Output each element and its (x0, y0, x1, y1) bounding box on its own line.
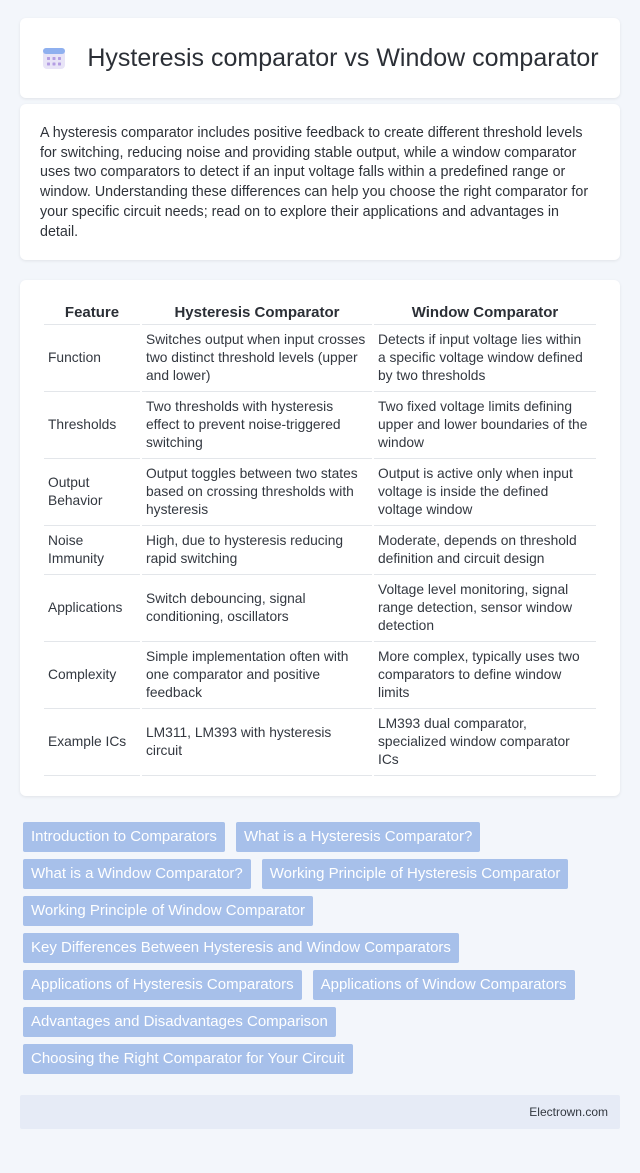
window-cell: LM393 dual comparator, specialized window comparator ICs (374, 709, 596, 776)
nav-link-what-is-hysteresis[interactable]: What is a Hysteresis Comparator? (236, 822, 480, 852)
nav-link-principle-window[interactable]: Working Principle of Window Comparator (23, 896, 313, 926)
table-row (44, 709, 596, 776)
calendar-grid-icon (41, 45, 67, 71)
nav-link-key-differences[interactable]: Key Differences Between Hysteresis and Window Comparators (23, 933, 459, 963)
column-header-hysteresis: Hysteresis Comparator (142, 300, 372, 325)
nav-link-applications-window[interactable]: Applications of Window Comparators (313, 970, 575, 1000)
related-topics-nav (20, 822, 620, 1081)
comparison-table-card (20, 280, 620, 796)
column-header-feature: Feature (44, 300, 140, 325)
window-cell: Two fixed voltage limits defining upper and lower boundaries of the window (374, 392, 596, 459)
page-title: Hysteresis comparator vs Window comparator (87, 43, 599, 72)
page-footer (20, 1095, 620, 1129)
hysteresis-cell: Output toggles between two states based on crossing thresholds with hysteresis (142, 459, 372, 526)
table-row (44, 392, 596, 459)
nav-link-introduction[interactable]: Introduction to Comparators (23, 822, 225, 852)
hysteresis-cell: Simple implementation often with one comparator and positive feedback (142, 642, 372, 709)
hysteresis-cell: High, due to hysteresis reducing rapid switching (142, 526, 372, 575)
window-cell: Output is active only when input voltage is inside the defined voltage window (374, 459, 596, 526)
feature-cell: Example ICs (44, 709, 140, 776)
table-row (44, 575, 596, 642)
page-header (20, 18, 620, 98)
hysteresis-cell: Two thresholds with hysteresis effect to prevent noise-triggered switching (142, 392, 372, 459)
table-row (44, 325, 596, 392)
nav-link-applications-hysteresis[interactable]: Applications of Hysteresis Comparators (23, 970, 302, 1000)
feature-cell: Output Behavior (44, 459, 140, 526)
nav-link-choosing[interactable]: Choosing the Right Comparator for Your Circuit (23, 1044, 353, 1074)
window-cell: Voltage level monitoring, signal range detection, sensor window detection (374, 575, 596, 642)
feature-cell: Applications (44, 575, 140, 642)
window-cell: Detects if input voltage lies within a specific voltage window defined by two thresholds (374, 325, 596, 392)
column-header-window: Window Comparator (374, 300, 596, 325)
feature-cell: Noise Immunity (44, 526, 140, 575)
hysteresis-cell: Switches output when input crosses two distinct threshold levels (upper and lower) (142, 325, 372, 392)
feature-cell: Complexity (44, 642, 140, 709)
nav-link-what-is-window[interactable]: What is a Window Comparator? (23, 859, 251, 889)
hysteresis-cell: Switch debouncing, signal conditioning, oscillators (142, 575, 372, 642)
footer-site-name: Electrown.com (529, 1105, 608, 1119)
feature-cell: Thresholds (44, 392, 140, 459)
feature-cell: Function (44, 325, 140, 392)
comparison-table (42, 300, 598, 776)
table-row (44, 526, 596, 575)
nav-link-advantages[interactable]: Advantages and Disadvantages Comparison (23, 1007, 336, 1037)
window-cell: Moderate, depends on threshold definition and circuit design (374, 526, 596, 575)
table-row (44, 459, 596, 526)
window-cell: More complex, typically uses two comparators to define window limits (374, 642, 596, 709)
intro-text: A hysteresis comparator includes positive feedback to create different threshold levels for switching, reducing noise and providing stable output, while a window comparator uses two comparators to detect if an input voltage falls within a predefined range or window. Understanding these differences can help you choose the right comparator for your specific circuit needs; read on to explore their applications and advantages in detail. (40, 125, 589, 240)
table-row (44, 642, 596, 709)
intro-card (20, 104, 620, 260)
hysteresis-cell: LM311, LM393 with hysteresis circuit (142, 709, 372, 776)
table-header-row (44, 300, 596, 325)
nav-link-principle-hysteresis[interactable]: Working Principle of Hysteresis Comparator (262, 859, 569, 889)
